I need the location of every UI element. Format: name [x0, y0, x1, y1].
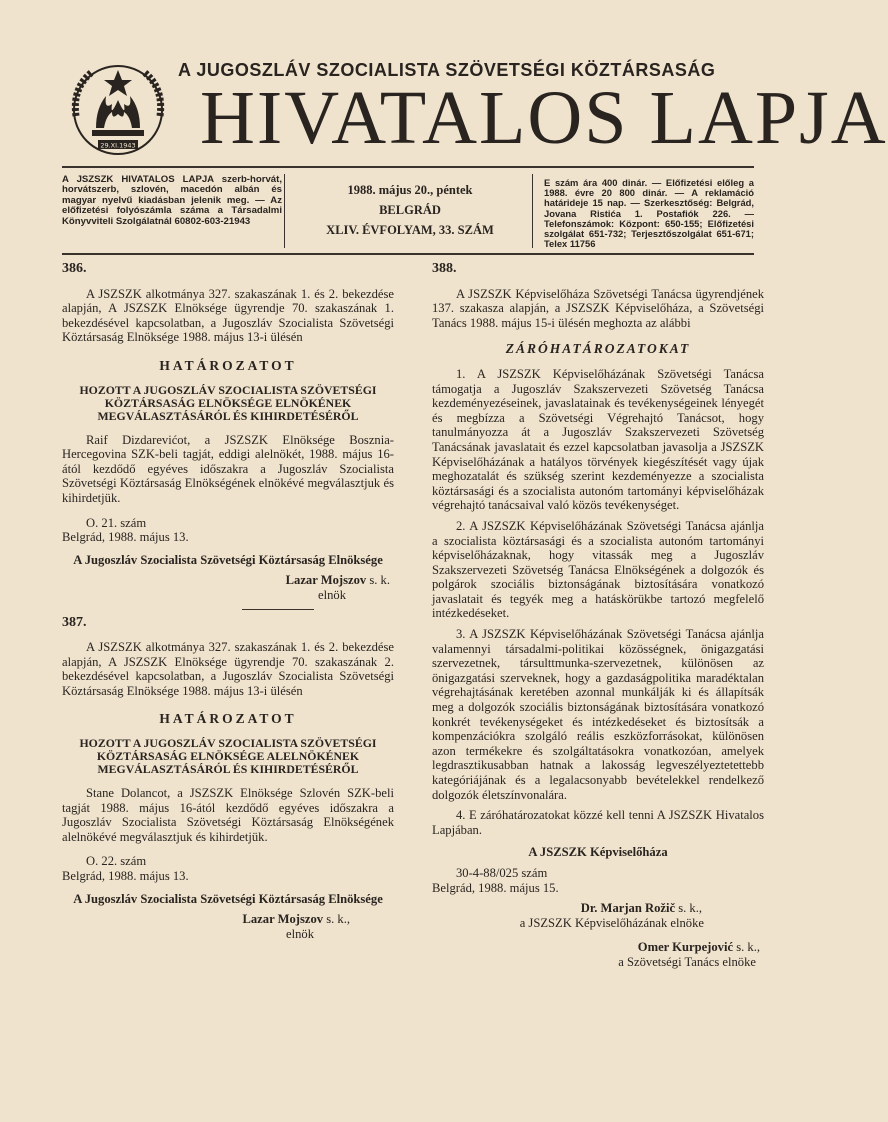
item-387-body: Stane Dolancot, a JSZSZK Elnöksége Szlovén SZK-beli tagját 1988. május 16-ától kezdődő egyéves időszakra a Jugoszláv Szocialista Szövetségi Köztársaság Elnökségének alelnökévé megválasztjuk és kihirdetjük. — [62, 786, 394, 844]
state-emblem-icon — [62, 58, 174, 160]
item-388-point-1: 1. A JSZSZK Képviselőházának Szövetségi Tanácsa támogatja a Jugoszláv Szakszervezeti Szövetség Tanácsa kezdeményezéseinek, javaslatainak és tevékenységeinek lényegét és megbízza a Szövetségi Végrehajtó Tanácsot, hogy tanulmányozza át a Jugoszláv Szakszervezeti Szövetség Tanácsának javaslatait és ezzel kapcsolatban javasolja a JSZSZK Képviselőházának a hatályos törvények kiegészítését vagy újak meghozatalát és szükség szerint kezdeményezze a szocialista köztársasági és a szocialista autonóm tartományi képviselőházak végrehajtó tanácsaival való közös tevékenységet. — [432, 366, 764, 513]
issue-volume: XLIV. ÉVFOLYAM, 33. SZÁM — [326, 223, 494, 237]
price-contact-info: E szám ára 400 dinár. — Előfizetési előleg a 1988. évre 20 800 dinár. — A reklamáció határideje 15 nap. — Szerkesztőség: Belgrád, Jovana Ristića 1. Postafiók 226. — Telefonszámok: Központ: 650-155; Előfizetési szolgálat 651-732; Terjesztőszolgálat 651-671; Telex 11756 — [544, 177, 754, 250]
item-number-386: 386. — [62, 261, 87, 276]
publication-info: A JSZSZK HIVATALOS LAPJA szerb-horvát, horvátszerb, szlovén, macedón albán és magyar nyelvű kiadásban jelenik meg. — Az előfizetési folyószámla száma a Társadalmi Könyvviteli Szolgálatnál 60802-603-21943 — [62, 174, 282, 227]
item-388-intro: A JSZSZK Képviselőháza Szövetségi Tanácsa ügyrendjének 137. szakasza alapján, a JSZSZK Képviselőháza, a Szövetségi Tanács 1988. május 15-i ülésén meghozta az alábbi — [432, 286, 764, 330]
item-388-role-2: a Szövetségi Tanács elnöke — [618, 954, 756, 969]
masthead-separator-right — [532, 174, 533, 248]
gazette-title: HIVATALOS LAPJA — [200, 76, 888, 160]
item-386-body: Raif Dizdarevićot, a JSZSZK Elnöksége Bosznia-Hercegovina SZK-beli tagját, eddigi alelnökét, 1988. május 16-ától kezdődő egyéves időszakra a Jugoszláv Szocialista Szövetségi Köztársaság Elnökségének elnökévé megválasztjuk és kihirdetjük. — [62, 432, 394, 505]
item-387-date: Belgrád, 1988. május 13. — [62, 869, 189, 884]
item-386-role: elnök — [318, 587, 346, 602]
issue-date: 1988. május 20., péntek — [347, 183, 473, 197]
issue-place: BELGRÁD — [379, 203, 441, 217]
item-386-date: Belgrád, 1988. május 13. — [62, 530, 189, 545]
masthead-rule-bottom — [62, 253, 754, 255]
item-388-decision-word: ZÁRÓHATÁROZATOKAT — [505, 341, 691, 357]
item-387-ref: O. 22. szám — [86, 854, 147, 869]
item-387-org: A Jugoszláv Szocialista Szövetségi Köztársaság Elnöksége — [73, 891, 383, 906]
issue-info — [292, 180, 528, 240]
masthead-rule-top — [62, 166, 754, 168]
supertitle: A JUGOSZLÁV SZOCIALISTA SZÖVETSÉGI KÖZTÁRSASÁG — [178, 60, 716, 80]
item-386-intro: A JSZSZK alkotmánya 327. szakaszának 1. és 2. bekezdése alapján, A JSZSZK Elnöksége ügyrendje 70. szakaszának 1. bekezdésével kapcsolatban, a Jugoszláv Szocialista Szövetségi Köztársaság Elnöksége 1988. május 13-i ülésén — [62, 286, 394, 345]
item-388-date: Belgrád, 1988. május 15. — [432, 880, 559, 895]
item-388-point-4: 4. E záróhatározatokat közzé kell tenni A JSZSZK Hivatalos Lapjában. — [432, 808, 764, 837]
item-387-decision-word: HATÁROZATOT — [159, 711, 297, 727]
item-386-org: A Jugoszláv Szocialista Szövetségi Köztársaság Elnöksége — [73, 552, 383, 567]
item-388-point-2: 2. A JSZSZK Képviselőházának Szövetségi Tanácsa ajánlja a szocialista köztársasági és a szocialista autonóm tartományi képviselőházaknak, hogy vitassák meg a Jugoszláv Szakszervezeti Szövetség Tanácsa Elnökségének a dolgozók és polgárok szociális biztonságának biztosítására vonatkozó javaslatait és tegyék meg a hatáskörükbe tartozó megfelelő intézkedéseket. — [432, 518, 764, 621]
item-388-point-3: 3. A JSZSZK Képviselőházának Szövetségi Tanácsa ajánlja valamennyi társadalmi-politikai közösségnek, önigazgatási szervezetnek, társulttmunka-szervezetnek, különösen az önigazgatási szerveknek, hogy a gazdaságpolitika maradéktalan végrehajtásának keretében azonnal munkálják ki és állapítsák meg a dolgozók szociális biztonságának biztosítására vonatkozó konkrét tevékenységeket és intézkedéseket és biztosítsák a kompenzációkra szolgáló reális eszközforrásokat, különösen azon termékekre és szolgáltatásokra vonatkozóan, amelyek legdrasztikusabban hatnak a lakosság legveszélyeztetettebb kategóriájának és a legalacsonyabb bevételekkel rendelkező dolgozók életszínvonalára. — [432, 627, 764, 802]
item-387-signer: Lazar Mojszov s. k., — [242, 912, 350, 927]
item-386-signer: Lazar Mojszov s. k. — [285, 573, 390, 588]
item-386-ref: O. 21. szám — [86, 515, 147, 530]
item-388-signer-2: Omer Kurpejović s. k., — [637, 940, 760, 955]
item-387-heading: HOZOTT A JUGOSZLÁV SZOCIALISTA SZÖVETSÉGI KÖZTÁRSASÁG ELNÖKSÉGE ALELNÖKÉNEK MEGVÁLASZTÁSÁRÓL ÉS KIHIRDETÉSÉRŐL — [79, 736, 377, 777]
item-386-heading: HOZOTT A JUGOSZLÁV SZOCIALISTA SZÖVETSÉGI KÖZTÁRSASÁG ELNÖKSÉGE ELNÖKÉNEK MEGVÁLASZTÁSÁRÓL ÉS KIHIRDETÉSÉRŐL — [79, 382, 377, 423]
right-column — [432, 262, 764, 970]
left-column — [62, 262, 394, 941]
item-387-role: elnök — [286, 926, 314, 941]
masthead-separator-left — [284, 174, 285, 248]
item-387-intro: A JSZSZK alkotmánya 327. szakaszának 1. és 2. bekezdése alapján, A JSZSZK Elnöksége ügyrendje 70. szakaszának 2. bekezdésével kapcsolatban, a Jugoszláv Szocialista Szövetségi Köztársaság Elnöksége 1988. május 13-i ülésén — [62, 640, 394, 698]
item-388-role-1: a JSZSZK Képviselőházának elnöke — [519, 915, 704, 930]
item-388-ref: 30-4-88/025 szám — [456, 865, 548, 880]
item-386-decision-word: HATÁROZATOT — [159, 357, 297, 373]
emblem-date: 29.XI.1943 — [100, 141, 136, 150]
item-388-org: A JSZSZK Képviselőháza — [528, 845, 668, 860]
item-separator — [242, 609, 314, 610]
item-388-signer-1: Dr. Marjan Rožič s. k., — [580, 901, 702, 916]
item-number-387: 387. — [62, 614, 87, 630]
item-number-388: 388. — [432, 261, 457, 276]
